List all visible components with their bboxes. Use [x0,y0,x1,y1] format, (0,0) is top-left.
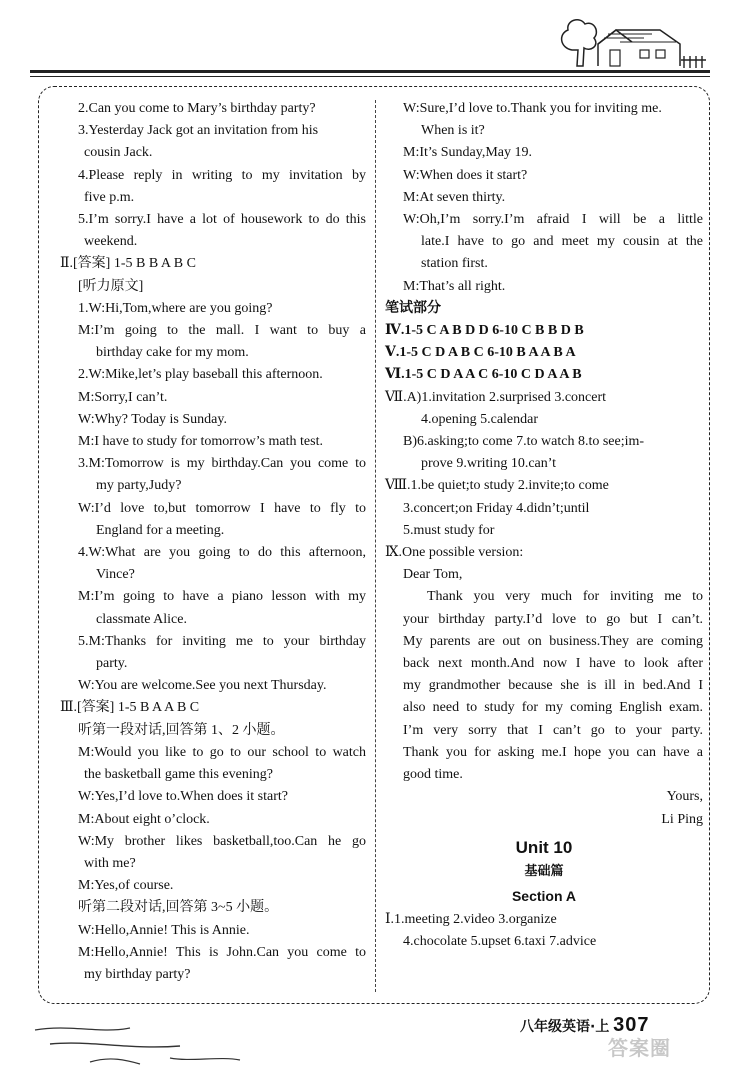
right-text-line: Ⅸ.One possible version: [385,545,524,561]
book-label: 八年级英语·上 [520,1019,610,1035]
left-text-line: 4.W:What are you going to do this afternoon, [78,545,366,561]
left-text-line: M:I have to study for tomorrow’s math test. [78,434,323,450]
left-text-line: my party,Judy? [96,478,182,494]
bottom-doodle [30,1010,250,1070]
left-text-line: party. [96,656,128,672]
right-text-line: Ⅶ.A)1.invitation 2.surprised 3.concert [385,389,607,405]
left-text-line: my birthday party? [84,966,191,982]
left-text-line: 5.M:Thanks for inviting me to your birthday [78,633,366,649]
left-text-line: cousin Jack. [84,145,153,161]
right-text-line: M:At seven thirty. [403,189,506,205]
house-tree-icon [0,0,750,90]
left-text-line: M:I’m going to the mall. I want to buy a [78,323,366,339]
left-text-line: classmate Alice. [96,611,187,627]
right-text-line: prove 9.writing 10.can’t [421,456,557,472]
unit-answer-line: Ⅰ.1.meeting 2.video 3.organize [385,911,557,927]
left-text-line: 2.W:Mike,let’s play baseball this afternoon. [78,367,323,383]
left-column [60,98,366,986]
closing-yours: Yours, [666,789,703,805]
left-text-line: the basketball game this evening? [84,767,273,783]
left-text-line: 听第二段对话,回答第 3~5 小题。 [78,900,279,916]
left-text-line: M:Sorry,I can’t. [78,389,168,405]
left-text-line: W:I’d love to,but tomorrow I have to fly to [78,500,366,516]
right-text-line: 5.must study for [403,522,495,538]
left-text-line: W:You are welcome.See you next Thursday. [78,678,327,694]
right-text-line: late.I have to go and meet my cousin at the [421,234,703,250]
left-text-line: England for a meeting. [96,522,225,538]
closing-name: Li Ping [661,811,703,827]
left-text-line: 3.Yesterday Jack got an invitation from his [78,123,319,139]
left-text-line: birthday cake for my mom. [96,345,249,361]
watermark: 答案圈 [608,1038,671,1060]
left-text-line: 听第一段对话,回答第 1、2 小题。 [78,722,285,738]
right-column [385,98,703,953]
left-text-line: 1.W:Hi,Tom,where are you going? [78,300,273,316]
unit-title: Unit 10 [515,837,573,857]
left-text-line: 3.M:Tomorrow is my birthday.Can you come to [78,456,366,472]
page-number: 307 [613,1014,650,1036]
left-text-line: [听力原文] [78,278,144,294]
left-text-line: W:Why? Today is Sunday. [78,411,227,427]
header-decoration [0,0,750,90]
unit-answer-line: 4.chocolate 5.upset 6.taxi 7.advice [403,934,597,950]
left-text-line: 4.Please reply in writing to my invitation by [78,167,366,183]
left-text-line: M:About eight o’clock. [78,811,210,827]
left-text-line: W:Hello,Annie! This is Annie. [78,922,250,938]
right-text-line: M:It’s Sunday,May 19. [403,145,532,161]
right-text-line: station first. [421,256,488,272]
left-text-line: weekend. [84,234,138,250]
left-text-line: W:Yes,I’d love to.When does it start? [78,789,288,805]
left-text-line: M:I’m going to have a piano lesson with my [78,589,366,605]
letter-text-line: back next month.And now I have to look after [403,656,703,672]
left-text-line: five p.m. [84,189,135,205]
right-text-line: W:When does it start? [403,167,528,183]
right-text-line: Ⅵ.1-5 C D A A C 6-10 C D A A B [385,367,582,383]
letter-text-line: my grandmother because she is ill in bed.And I [403,678,703,694]
column-divider [375,100,376,992]
letter-text-line: good time. [403,767,463,783]
left-text-line: M:Yes,of course. [78,878,174,894]
left-text-line: M:Would you like to go to our school to watch [78,744,366,760]
letter-text-line: I’m very sorry that I can’t go to your party. [403,722,703,738]
right-text-line: When is it? [421,123,485,139]
right-text-line: M:That’s all right. [403,278,506,294]
left-text-line: 2.Can you come to Mary’s birthday party? [78,101,316,116]
letter-text-line: Thank you for asking me.I hope you can have a [403,744,703,760]
right-text-line: 笔试部分 [385,300,441,316]
right-text-line: W:Oh,I’m sorry.I’m afraid I will be a little [403,212,703,228]
left-text-line: 5.I’m sorry.I have a lot of housework to do this [78,212,366,228]
left-text-line: Ⅱ.[答案] 1-5 B B A B C [60,256,196,272]
right-text-line: Ⅳ.1-5 C A B D D 6-10 C B B D B [385,323,584,339]
right-text-line: 4.opening 5.calendar [421,411,539,427]
answer-lines [385,98,703,586]
right-text-line: B)6.asking;to come 7.to watch 8.to see;im- [403,434,645,450]
unit-answers [385,909,703,953]
left-text-line: W:My brother likes basketball,too.Can he go [78,833,366,849]
left-text-line: Ⅲ.[答案] 1-5 B A A B C [60,700,200,716]
left-text-line: M:Hello,Annie! This is John.Can you come to [78,944,366,960]
letter-text-line: My parents are out on business.They are coming [403,633,703,649]
letter-text-line: your birthday party.I’d love to go but I can’t. [403,611,703,627]
right-text-line: Ⅴ.1-5 C D A B C 6-10 B A A B A [385,345,576,361]
left-text-line: with me? [84,855,136,871]
section-title: Section A [511,887,577,904]
right-text-line: 3.concert;on Friday 4.didn’t;until [403,500,590,516]
right-text-line: Dear Tom, [403,567,463,583]
letter-text-line: also need to study for my coming English exam. [403,700,703,716]
right-text-line: Ⅷ.1.be quiet;to study 2.invite;to come [385,478,609,494]
left-text-line: Vince? [96,567,135,583]
sample-letter [385,586,703,786]
letter-text-line: Thank you very much for inviting me to [427,589,703,605]
right-text-line: W:Sure,I’d love to.Thank you for inviting me. [403,101,662,116]
unit-subtitle: 基础篇 [524,863,564,879]
